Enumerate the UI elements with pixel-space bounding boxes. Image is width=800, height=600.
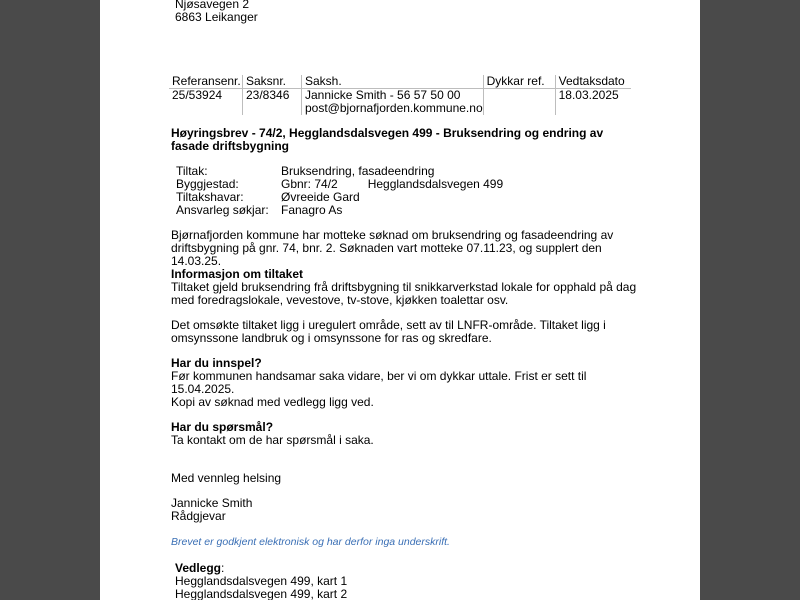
header-dykkar-ref: Dykkar ref. (483, 75, 555, 89)
header-referansenr: Referansenr. (169, 75, 243, 89)
attachments-heading-label: Vedlegg (175, 561, 222, 575)
fact-value-gbnr: Gbnr: 74/2 (281, 177, 338, 191)
fact-row (173, 204, 503, 217)
info-heading: Informasjon om tiltaket (171, 267, 304, 281)
fact-key: Byggjestad: (176, 177, 239, 191)
fact-key: Tiltak: (176, 164, 208, 178)
value-dykkar-ref (483, 89, 555, 116)
value-saksh (302, 89, 484, 116)
fact-value: Øvreeide Gard (281, 190, 360, 204)
header-saksnr: Saksnr. (243, 75, 302, 89)
electronic-approval-note: Brevet er godkjent elektronisk og har derfor inga underskrift. (171, 536, 450, 548)
value-vedtaksdato: 18.03.2025 (555, 89, 631, 116)
input-heading: Har du innspel? (171, 356, 262, 370)
letter-subject: Høyringsbrev - 74/2, Hegglandsdalsvegen 499 - Bruksendring og endring av fasade driftsbygning (171, 126, 604, 153)
fact-value: Fanagro As (281, 203, 343, 217)
questions-heading: Har du spørsmål? (171, 420, 274, 434)
info-text-2: Det omsøkte tiltaket ligg i uregulert område, sett av til LNFR-område. Tiltaket ligg i omsynssone landbruk og i omsynssone for ras og skredfare. (171, 318, 606, 345)
signer-name: Jannicke Smith (171, 496, 253, 510)
attachments-heading-colon: : (221, 561, 225, 575)
fact-key: Tiltakshavar: (176, 190, 244, 204)
intro-paragraph: Bjørnafjorden kommune har motteke søknad om bruksendring og fasadeendring av driftsbygning på gnr. 74, bnr. 2. Søknaden vart motteke 07.11.23, og supplert den 14.03.25. (171, 228, 614, 268)
saksh-email: post@bjornafjorden.kommune.no (305, 101, 483, 115)
input-text: Før kommunen handsamar saka vidare, ber vi om dykkar uttale. Frist er sett til 15.04.2025. (171, 369, 587, 396)
fact-value-address: Hegglandsdalsvegen 499 (367, 177, 504, 191)
fact-key: Ansvarleg søkjar: (176, 203, 269, 217)
questions-text: Ta kontakt om de har spørsmål i saka. (171, 433, 374, 447)
reference-header-row (169, 75, 631, 89)
address-line-2: 6863 Leikanger (175, 10, 258, 24)
facts-table (173, 165, 503, 217)
closing-greeting: Med vennleg helsing (171, 471, 282, 485)
attachment-item[interactable]: Hegglandsdalsvegen 499, kart 1 (175, 574, 348, 588)
header-vedtaksdato: Vedtaksdato (555, 75, 631, 89)
attachment-item[interactable]: Hegglandsdalsvegen 499, kart 2 (175, 587, 348, 600)
saksh-contact: Jannicke Smith - 56 57 50 00 (305, 88, 461, 102)
letter-page (100, 0, 700, 600)
header-saksh: Saksh. (302, 75, 484, 89)
info-text-1: Tiltaket gjeld bruksendring frå driftsbygning til snikkarverkstad lokale for opphald på dag med foredragslokale, vevestove, tv-stove, kjøkken toalettar osv. (171, 280, 637, 307)
reference-table (169, 75, 631, 115)
value-referansenr: 25/53924 (172, 88, 223, 102)
value-saksnr: 23/8346 (243, 89, 302, 116)
signer-title: Rådgjevar (171, 509, 226, 523)
fact-value: Bruksendring, fasadeendring (281, 164, 435, 178)
address-line-1: Njøsavegen 2 (175, 0, 250, 11)
copy-note: Kopi av søknad med vedlegg ligg ved. (171, 395, 374, 409)
reference-value-row (169, 89, 631, 116)
